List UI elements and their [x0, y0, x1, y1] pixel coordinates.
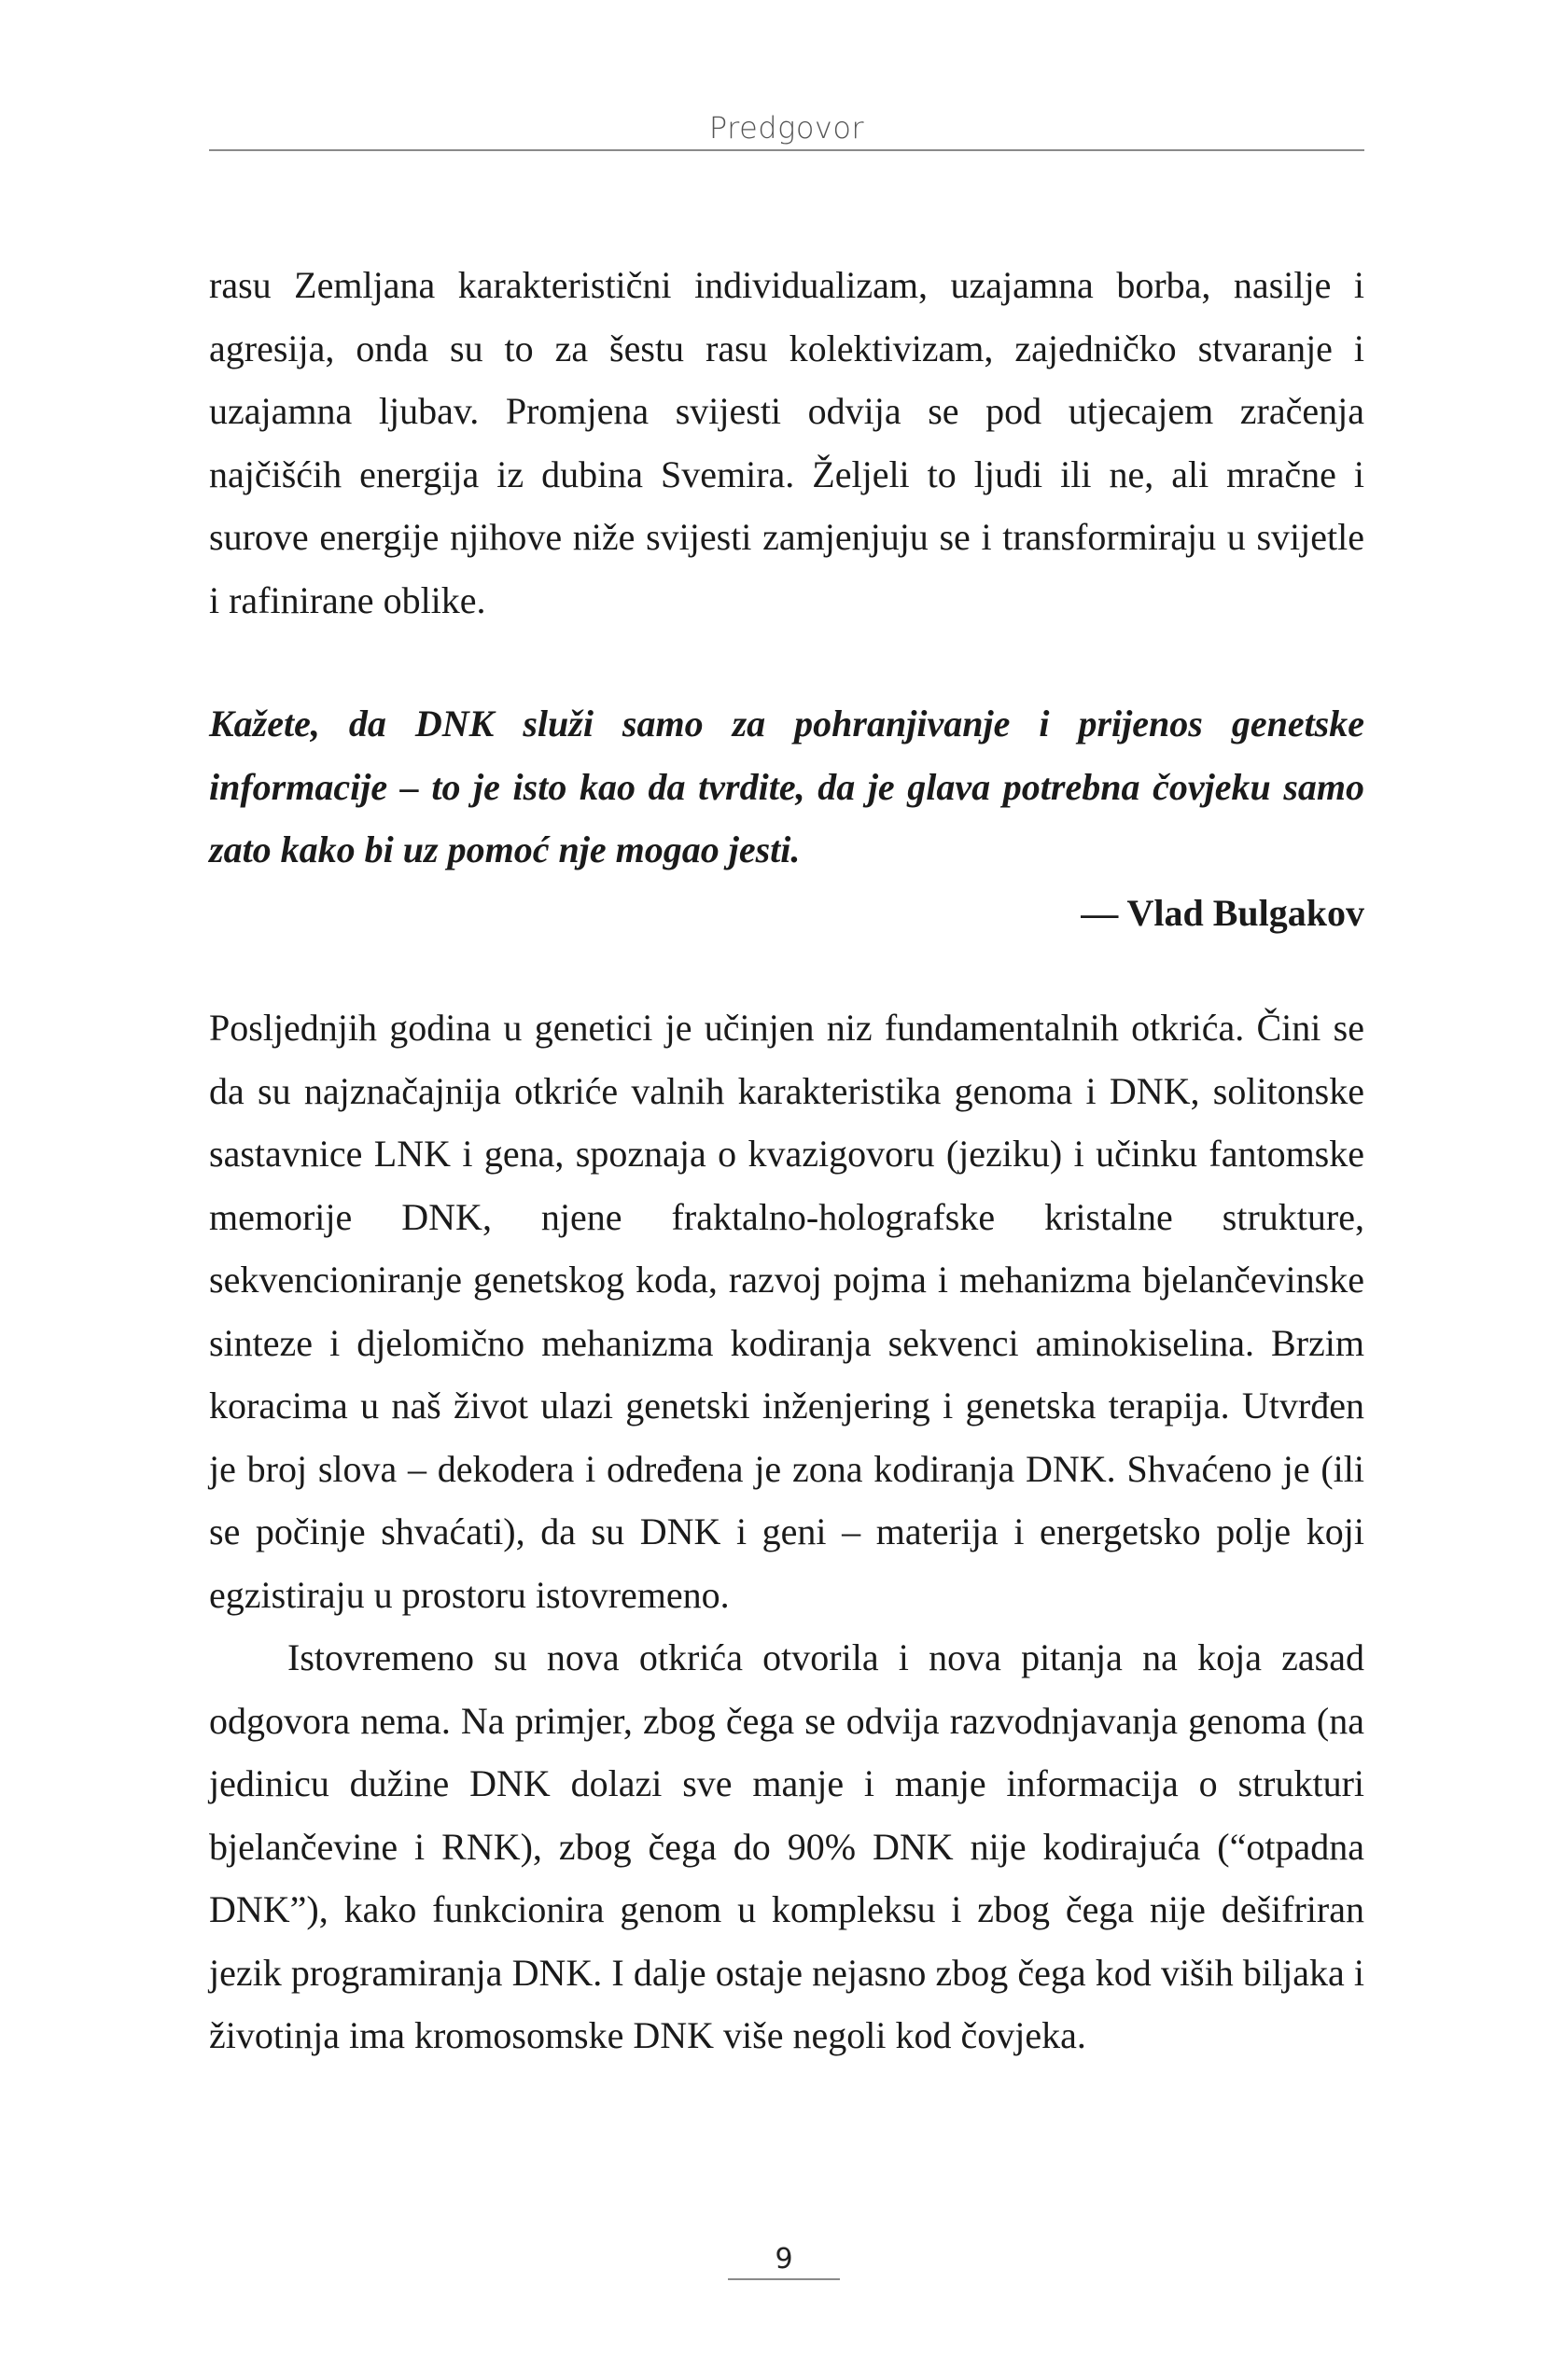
header-divider [209, 149, 1364, 151]
epigraph-quote [209, 692, 1364, 944]
body-paragraph-1: Posljednjih godina u genetici je učinjen niz fundamentalnih otkrića. Čini se da su najznačajnija otkriće valnih karakteristika genoma i DNK, solitonske sastavnice LNK i gena, spoznaja o kvazigovoru (jeziku) i učinku fantomske memorije DNK, njene fraktalno-holografske kristalne strukture, sekvencioniranje genetskog koda, razvoj pojma i mehanizma bjelančevinske sinteze i djelomično mehanizma kodiranja sekvenci aminokiselina. Brzim koracima u naš život ulazi genetski inženjering i genetska terapija. Utvrđen je broj slova – dekodera i određena je zona kodiranja DNK. Shvaćeno je (ili se počinje shvaćati), da su DNK i geni – materija i energetsko polje koji egzistiraju u prostoru istovremeno. [209, 1007, 1364, 1616]
page-number-rule [728, 2278, 840, 2280]
body-paragraph-2: Istovremeno su nova otkrića otvorila i nova pitanja na koja zasad odgovora nema. Na primjer, zbog čega se odvija razvodnjavanja genoma (na jedinicu dužine DNK dolazi sve manje i manje informacija o strukturi bjelančevine i RNK), zbog čega do 90% DNK nije kodirajuća (“otpadna DNK”), kako funkcionira genom u kompleksu i zbog čega nije dešifriran jezik programiranja DNK. I dalje ostaje nejasno zbog čega kod viših biljaka i životinja ima kromosomske DNK više negoli kod čovjeka. [209, 1636, 1364, 2056]
running-head-title: Predgovor [708, 110, 865, 146]
quote-text: Kažete, da DNK služi samo za pohranjivanje i prijenos genetske informacije – to je isto kao da tvrdite, da je glava potrebna čovjeku samo zato kako bi uz pomoć nje mogao jesti. [209, 703, 1364, 870]
intro-paragraph: rasu Zemljana karakteristični individualizam, uzajamna borba, nasilje i agresija, onda su to za šestu rasu kolektivizam, zajedničko stvaranje i uzajamna ljubav. Promjena svijesti odvija se pod utjecajem zračenja najčišćih energija iz dubina Svemira. Željeli to ljudi ili ne, ali mračne i surove energije njihove niže svijesti zamjenjuju se i transformiraju u svijetle i rafinirane oblike. [209, 264, 1364, 621]
body-text-block [209, 996, 1364, 2067]
quote-attribution: — Vlad Bulgakov [1081, 891, 1364, 934]
page-number: 9 [775, 2243, 793, 2276]
intro-paragraph-block [209, 254, 1364, 632]
